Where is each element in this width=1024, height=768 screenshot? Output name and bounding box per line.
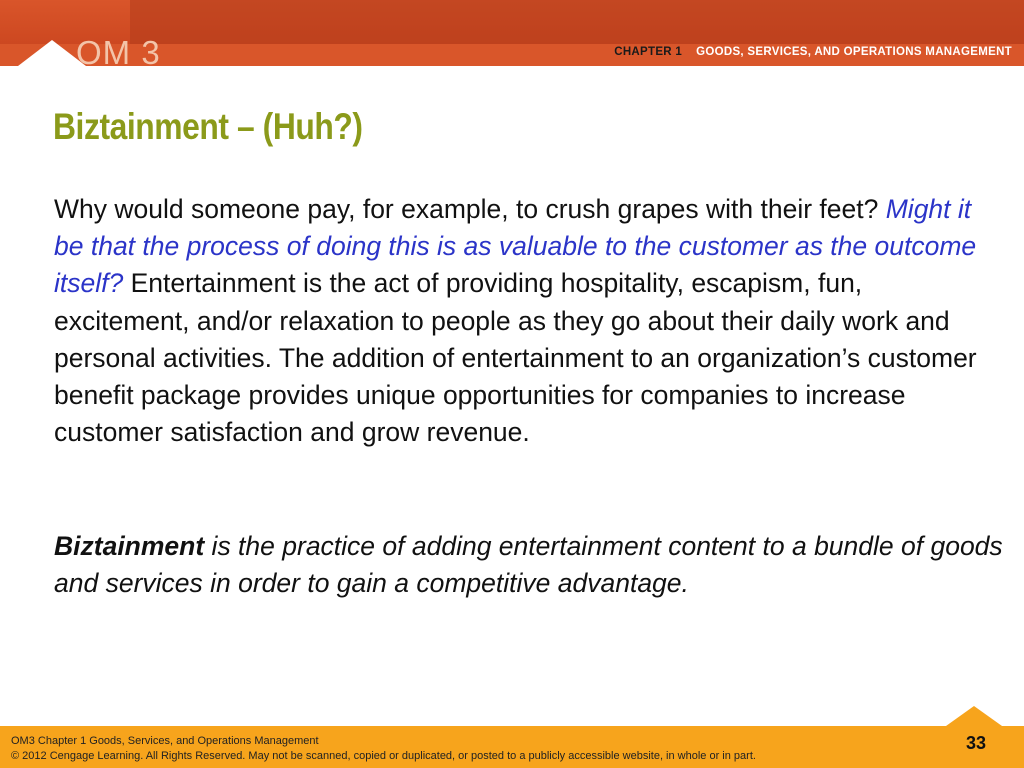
definition-paragraph [54, 528, 1004, 602]
paragraph-entertainment: Entertainment is the act of providing hospitality, escapism, fun, excitement, and/or relaxation to people as they go about their daily work and personal activities. The addition of entertainment to an organization’s customer benefit package provides unique opportunities for companies to increase customer satisfaction and grow revenue. [54, 268, 977, 448]
paragraph-intro: Why would someone pay, for example, to crush grapes with their feet? [54, 194, 886, 224]
body-paragraph [54, 191, 1004, 451]
logo-text: OM 3 [76, 34, 161, 66]
definition-text: is the practice of adding entertainment content to a bundle of goods and services in order to gain a competitive advantage. [54, 531, 1003, 599]
paragraph-italic-question: Might it be that the process of doing this is as valuable to the customer as the outcome itself? [54, 194, 977, 299]
chapter-heading [614, 46, 1012, 58]
definition-term: Biztainment [54, 531, 205, 561]
chapter-title: GOODS, SERVICES, AND OPERATIONS MANAGEMENT [696, 46, 1012, 58]
page-number: 33 [965, 733, 986, 753]
header-band [0, 0, 1024, 66]
slide-title: Biztainment – (Huh?) [53, 106, 363, 147]
header-shade [130, 0, 1024, 44]
footer-copyright-line: © 2012 Cengage Learning. All Rights Reserved. May not be scanned, copied or duplicated, or posted to a publicly accessible website, in whole or in part. [11, 750, 756, 762]
chapter-label: CHAPTER 1 [614, 46, 683, 58]
footer-triangle-icon [946, 706, 1002, 726]
footer-course-line: OM3 Chapter 1 Goods, Services, and Operations Management [11, 735, 319, 747]
